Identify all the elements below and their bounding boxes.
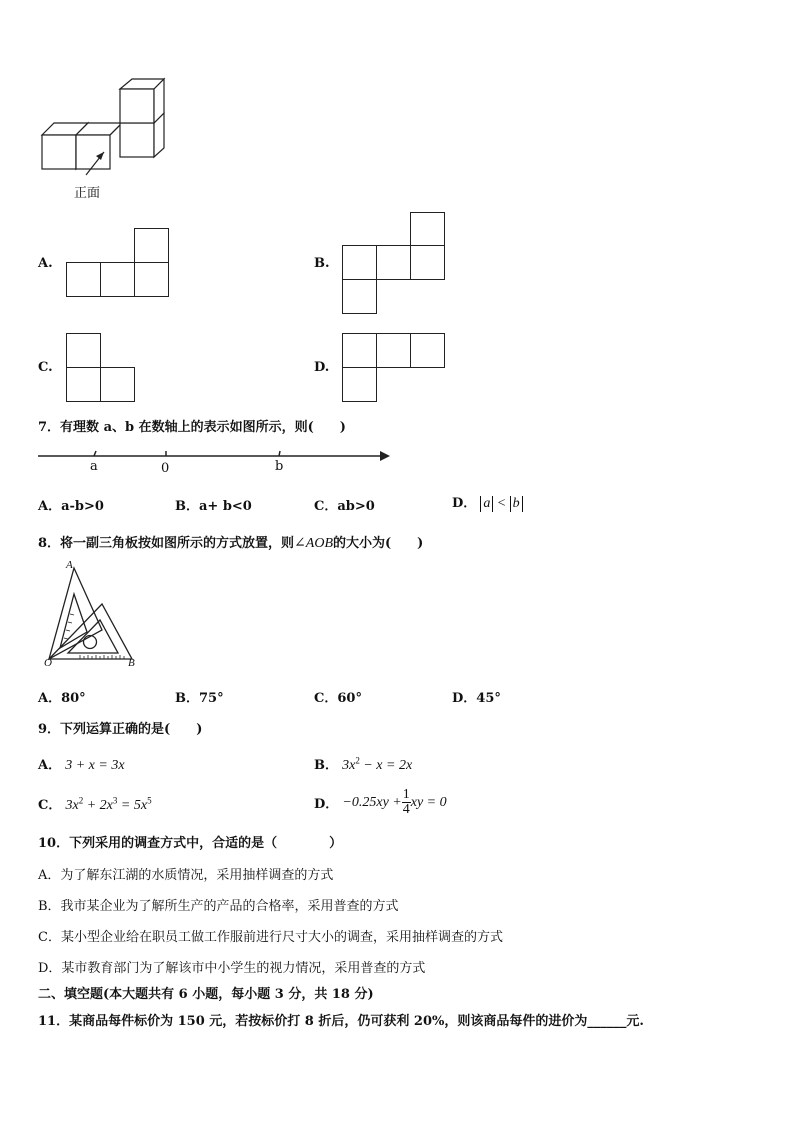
- q10-option-c[interactable]: C．某小型企业给在职员工做工作服前进行尺寸大小的调查，采用抽样调查的方式: [38, 930, 503, 945]
- q11-stem: 11．某商品每件标价为 150 元，若按标价打 8 折后，仍可获利 20%，则该商品每件的进价为______元.: [38, 1014, 644, 1029]
- number-line-label-a: a: [90, 459, 98, 474]
- q6-option-a-label[interactable]: A.: [38, 256, 53, 271]
- triangle-rulers-figure: [44, 562, 144, 670]
- q7-stem: 7．有理数 a、b 在数轴上的表示如图所示，则( ): [38, 420, 346, 435]
- q8-label-a: A: [66, 559, 73, 571]
- q9-option-c-label: C．: [38, 798, 62, 813]
- q9-option-d-expr: −0.25xy + $\frac{1}{4}$ xy = 0: [342, 787, 447, 817]
- q6-option-d-label[interactable]: D.: [314, 360, 330, 375]
- number-line-label-b: b: [275, 459, 284, 474]
- q10-option-b[interactable]: B．我市某企业为了解所生产的产品的合格率，采用普查的方式: [38, 899, 399, 914]
- q10-option-d[interactable]: D．某市教育部门为了解该市中小学生的视力情况，采用普查的方式: [38, 961, 426, 976]
- section-heading: 二、填空题(本大题共有 6 小题，每小题 3 分，共 18 分): [38, 987, 374, 1002]
- q9-option-c-expr: $3x^2 + 2x^3 = 5x^5$: [65, 795, 152, 813]
- q10-option-a[interactable]: A．为了解东江湖的水质情况，采用抽样调查的方式: [38, 868, 334, 883]
- q9-option-d[interactable]: [314, 788, 447, 817]
- q9-stem: 9．下列运算正确的是( ): [38, 722, 203, 737]
- q8-option-b[interactable]: B．75°: [175, 691, 224, 706]
- number-line-label-zero: 0: [161, 461, 170, 476]
- q6-option-c-label[interactable]: C.: [38, 360, 53, 375]
- q8-stem-after: 的大小为( ): [333, 536, 424, 551]
- q9-option-a[interactable]: [38, 754, 125, 774]
- q8-label-o: O: [44, 657, 52, 669]
- q8-option-c[interactable]: C．60°: [314, 691, 362, 706]
- q8-option-a[interactable]: A．80°: [38, 691, 86, 706]
- q7-option-d[interactable]: [452, 492, 523, 512]
- cube-stack-figure: [38, 78, 178, 178]
- q9-option-a-expr: 3 + x = 3x: [65, 758, 125, 773]
- q7-option-d-abs-b: b: [510, 496, 523, 512]
- q9-option-b[interactable]: [314, 754, 412, 774]
- q10-stem: 10．下列采用的调查方式中，合适的是（ ）: [38, 836, 343, 851]
- q7-option-c[interactable]: C．ab>0: [314, 499, 375, 514]
- q8-stem: [38, 532, 423, 552]
- q9-option-c[interactable]: [38, 794, 152, 814]
- front-view-label: 正面: [74, 186, 101, 201]
- q8-option-d[interactable]: D．45°: [452, 691, 501, 706]
- q9-option-a-label: A．: [38, 758, 62, 773]
- q8-label-b: B: [128, 657, 135, 669]
- q8-stem-before: 8．将一副三角板按如图所示的方式放置，则: [38, 536, 295, 551]
- q7-option-a[interactable]: A．a-b>0: [38, 499, 104, 514]
- q6-option-b-label[interactable]: B.: [314, 256, 330, 271]
- q7-option-d-label: D．: [452, 496, 477, 511]
- q9-option-d-label: D．: [314, 797, 339, 812]
- q7-option-b[interactable]: B．a+ b<0: [175, 499, 252, 514]
- q7-option-d-abs-a: a: [480, 496, 493, 512]
- q8-angle: ∠AOB: [294, 536, 333, 551]
- q9-option-d-fraction: $\frac{1}{4}$: [402, 787, 410, 817]
- q9-option-b-expr: $3x^2 - x = 2x$: [342, 755, 413, 773]
- q9-option-b-label: B．: [314, 758, 338, 773]
- q7-option-d-operator: <: [497, 496, 506, 511]
